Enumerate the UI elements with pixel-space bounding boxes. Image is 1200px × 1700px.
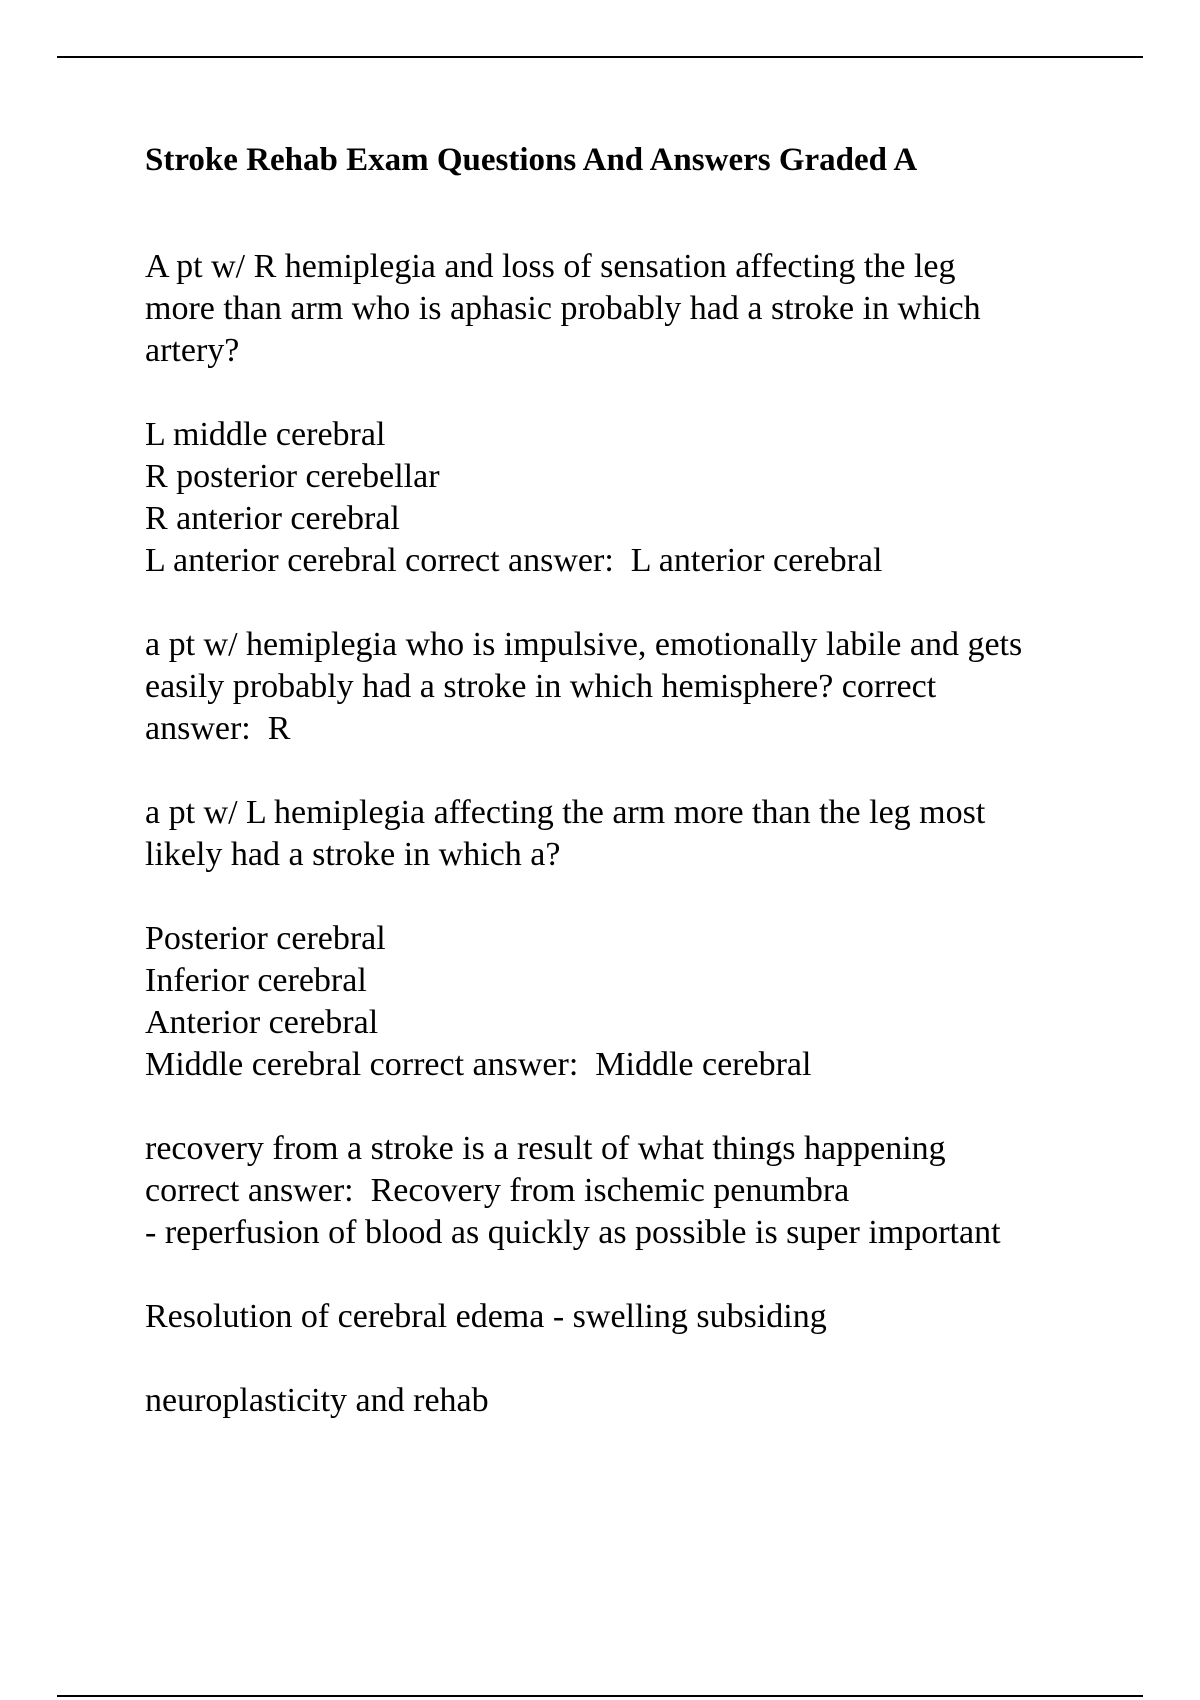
document-body bbox=[145, 140, 1095, 1464]
text-line: Posterior cerebral bbox=[145, 920, 386, 957]
text-line: correct answer: Recovery from ischemic penumbra bbox=[145, 1172, 850, 1209]
text-line: L anterior cerebral correct answer: L anterior cerebral bbox=[145, 542, 883, 579]
top-rule bbox=[57, 56, 1143, 58]
bottom-rule bbox=[57, 1695, 1143, 1697]
text-line: answer: R bbox=[145, 710, 291, 747]
answer-options-3 bbox=[145, 918, 1095, 1086]
answer-continuation-1 bbox=[145, 1296, 1095, 1338]
text-line: artery? bbox=[145, 332, 240, 369]
question-3 bbox=[145, 792, 1095, 876]
text-line: a pt w/ L hemiplegia affecting the arm more than the leg most bbox=[145, 794, 986, 831]
text-line: Inferior cerebral bbox=[145, 962, 367, 999]
answer-options-1 bbox=[145, 414, 1095, 582]
text-line: A pt w/ R hemiplegia and loss of sensation affecting the leg bbox=[145, 248, 956, 285]
text-line: likely had a stroke in which a? bbox=[145, 836, 561, 873]
text-line: Anterior cerebral bbox=[145, 1004, 379, 1041]
document-title: Stroke Rehab Exam Questions And Answers Graded A bbox=[145, 142, 918, 178]
text-line: - reperfusion of blood as quickly as possible is super important bbox=[145, 1214, 1001, 1251]
text-line: more than arm who is aphasic probably had a stroke in which bbox=[145, 290, 981, 327]
text-line: recovery from a stroke is a result of what things happening bbox=[145, 1130, 946, 1167]
text-line: L middle cerebral bbox=[145, 416, 386, 453]
text-line: neuroplasticity and rehab bbox=[145, 1382, 489, 1419]
text-line: a pt w/ hemiplegia who is impulsive, emotionally labile and gets bbox=[145, 626, 1023, 663]
text-line: Middle cerebral correct answer: Middle cerebral bbox=[145, 1046, 812, 1083]
question-2 bbox=[145, 624, 1095, 750]
text-line: R posterior cerebellar bbox=[145, 458, 440, 495]
text-line: easily probably had a stroke in which hemisphere? correct bbox=[145, 668, 937, 705]
answer-continuation-2 bbox=[145, 1380, 1095, 1422]
question-4 bbox=[145, 1128, 1095, 1254]
text-line: Resolution of cerebral edema - swelling subsiding bbox=[145, 1298, 827, 1335]
text-line: R anterior cerebral bbox=[145, 500, 400, 537]
question-1 bbox=[145, 246, 1095, 372]
